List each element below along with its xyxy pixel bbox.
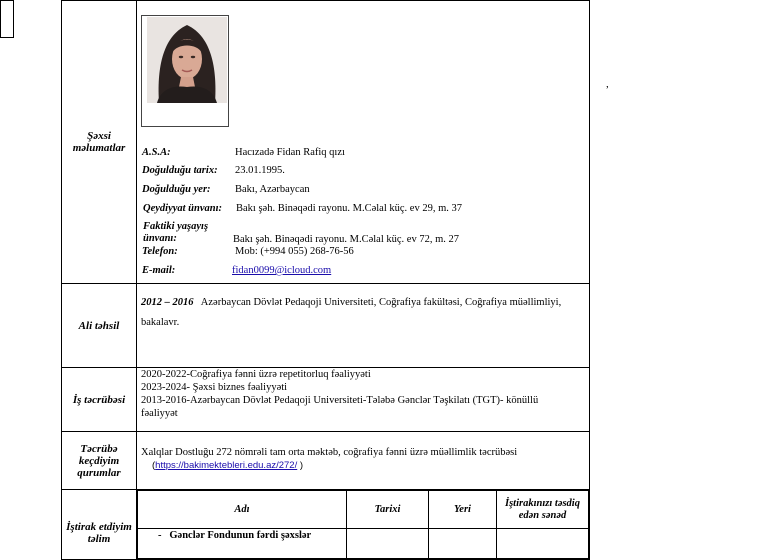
page-edge-marker (0, 0, 14, 38)
col-header-place: Yeri (429, 491, 497, 529)
education-cell (137, 284, 590, 368)
work-cell (137, 368, 590, 432)
work-line: 2023-2024- Şəxsi biznes fəaliyyəti (141, 382, 288, 393)
work-label: İş təcrübəsi (62, 368, 137, 432)
stray-comma: , (606, 78, 609, 90)
work-list (137, 368, 589, 420)
field-actual-address: Faktiki yaşayış ünvanı: (143, 221, 209, 244)
training-row-date (347, 529, 429, 559)
internship-text: Xalqlar Dostluğu 272 nömrəli tam orta məktəb, coğrafiya fənni üzrə müəllimlik təcrübəsi (https://bakimektebleri.edu.az/272/ ) (141, 447, 518, 471)
email-link[interactable]: fidan0099@icloud.com (232, 265, 332, 276)
cv-table (61, 0, 590, 560)
personal-info-cell: A.S.A: Hacızadə Fidan Rafiq qızı Doğulduğu tarix: 23.01.1995. Doğulduğu yer: Bakı, Azərbaycan Qeydiyyat ünvanı: Bakı şəh. Binəqədi rayonu. M.Cəlal küç. ev 29, m. 37 Faktiki yaşayış ünvanı: Bakı şəh. Binəqədi rayonu. M.Cəlal küç. ev 72, m. 27 Telefon: Mob: (+994 055) 268-76-56 E-mail: fidan0099@icloud.com (137, 1, 590, 284)
work-line: 2020-2022-Coğrafiya fənni üzrə repetitorluq fəaliyyəti (141, 369, 371, 380)
field-actual-address-value: Bakı şəh. Binəqədi rayonu. M.Cəlal küç. ev 72, m. 27 (233, 234, 460, 245)
trainings-label: İştirak etdiyim təlim (62, 490, 137, 560)
col-header-name: Adı (138, 491, 347, 529)
col-header-date: Tarixi (347, 491, 429, 529)
work-line: 2013-2016-Azərbaycan Dövlət Pedaqoji Universiteti-Tələbə Gənclər Təşkilatı (TGT)- könüllü fəaliyyət (141, 395, 539, 419)
internship-label: Təcrübə keçdiyim qurumlar (62, 432, 137, 490)
personal-label: Şəxsi məlumatlar (62, 1, 137, 284)
trainings-table (137, 490, 589, 559)
photo-frame (141, 15, 229, 127)
training-row-document (497, 529, 589, 559)
internship-cell (137, 432, 590, 490)
col-header-document: İştirakınızı təsdiq edən sənəd (497, 491, 589, 529)
profile-photo (147, 17, 227, 103)
education-label: Ali təhsil (62, 284, 137, 368)
education-text: 2012 – 2016 Azərbaycan Dövlət Pedaqoji Universiteti, Coğrafiya fakültəsi, Coğrafiya müəllimliyi, bakalavr. (141, 297, 562, 328)
school-link[interactable]: https://bakimektebleri.edu.az/272/ (155, 460, 298, 471)
trainings-cell (137, 490, 590, 560)
training-row-name: - Gənclər Fondunun fərdi şəxslər (138, 529, 347, 559)
training-row-place (429, 529, 497, 559)
